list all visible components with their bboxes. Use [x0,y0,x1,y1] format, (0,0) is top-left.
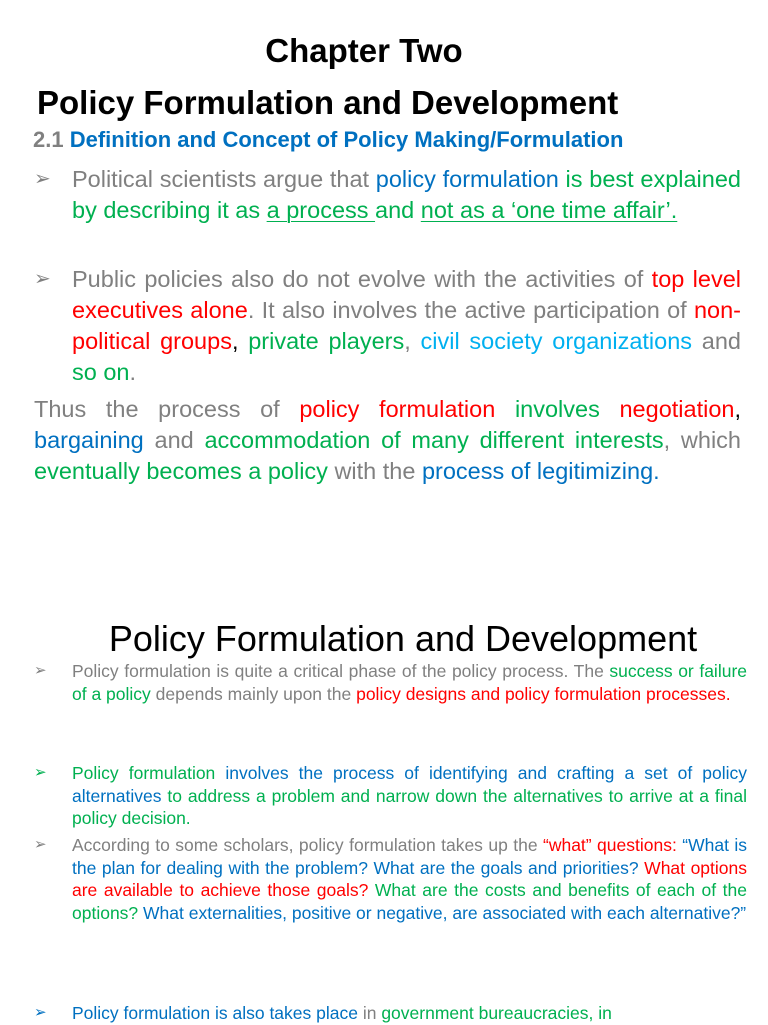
arrowhead-bullet-icon: ➢ [34,836,47,853]
section-subheading [0,126,768,154]
bullet-item-2 [34,264,741,388]
section-heading-text: Definition and Concept of Policy Making/Formulation [69,127,624,152]
arrowhead-bullet-icon: ➢ [34,268,51,290]
arrowhead-bullet-icon: ➢ [34,1004,47,1021]
slide-2 [0,560,768,1024]
chapter-title: Chapter Two [265,32,463,69]
slide-2-bullet-text-4: Policy formulation is also takes place in government bureaucracies, in [72,1003,612,1023]
arrowhead-bullet-icon: ➢ [34,662,47,679]
slide-2-bullet-3 [34,834,747,924]
arrowhead-bullet-icon: ➢ [34,764,47,781]
bullet-text-1: Political scientists argue that policy formulation is best explained by describing it as a process and not as a ‘one time affair’. [72,166,741,223]
slide-2-bullet-1 [34,660,747,705]
slide-title: Policy Formulation and Development [37,84,619,121]
summary-paragraph: Thus the process of policy formulation involves negotiation, bargaining and accommodation of many different interests, which eventually becomes a policy with the process of legitimizing. [34,396,742,484]
slide-2-title: Policy Formulation and Development [108,618,698,659]
bullet-item-1 [34,164,741,226]
bullet-text-2: Public policies also do not evolve with the activities of top level executives alone. It also involves the active participation of non-political groups, private players, civil society organizations and so on. [72,266,742,385]
slide-2-bullet-4 [34,1002,747,1025]
slide-2-bullet-text-3: According to some scholars, policy formulation takes up the “what” questions: “What is the plan for dealing with the problem? What are the goals and priorities? What options are available to achieve those goals? What are the costs and benefits of each of the options? What externalities, positive or negative, are associated with each alternative?” [72,835,747,923]
slide-2-bullet-text-1: Policy formulation is quite a critical phase of the policy process. The success or failure of a policy depends mainly upon the policy designs and policy formulation processes. [72,661,747,704]
arrowhead-bullet-icon: ➢ [34,168,51,190]
slide-2-bullet-text-2: Policy formulation involves the process of identifying and crafting a set of policy alternatives to address a problem and narrow down the alternatives to arrive at a final policy decision. [72,763,747,828]
slide-2-bullet-2 [34,762,747,830]
section-number: 2.1 [33,127,64,152]
